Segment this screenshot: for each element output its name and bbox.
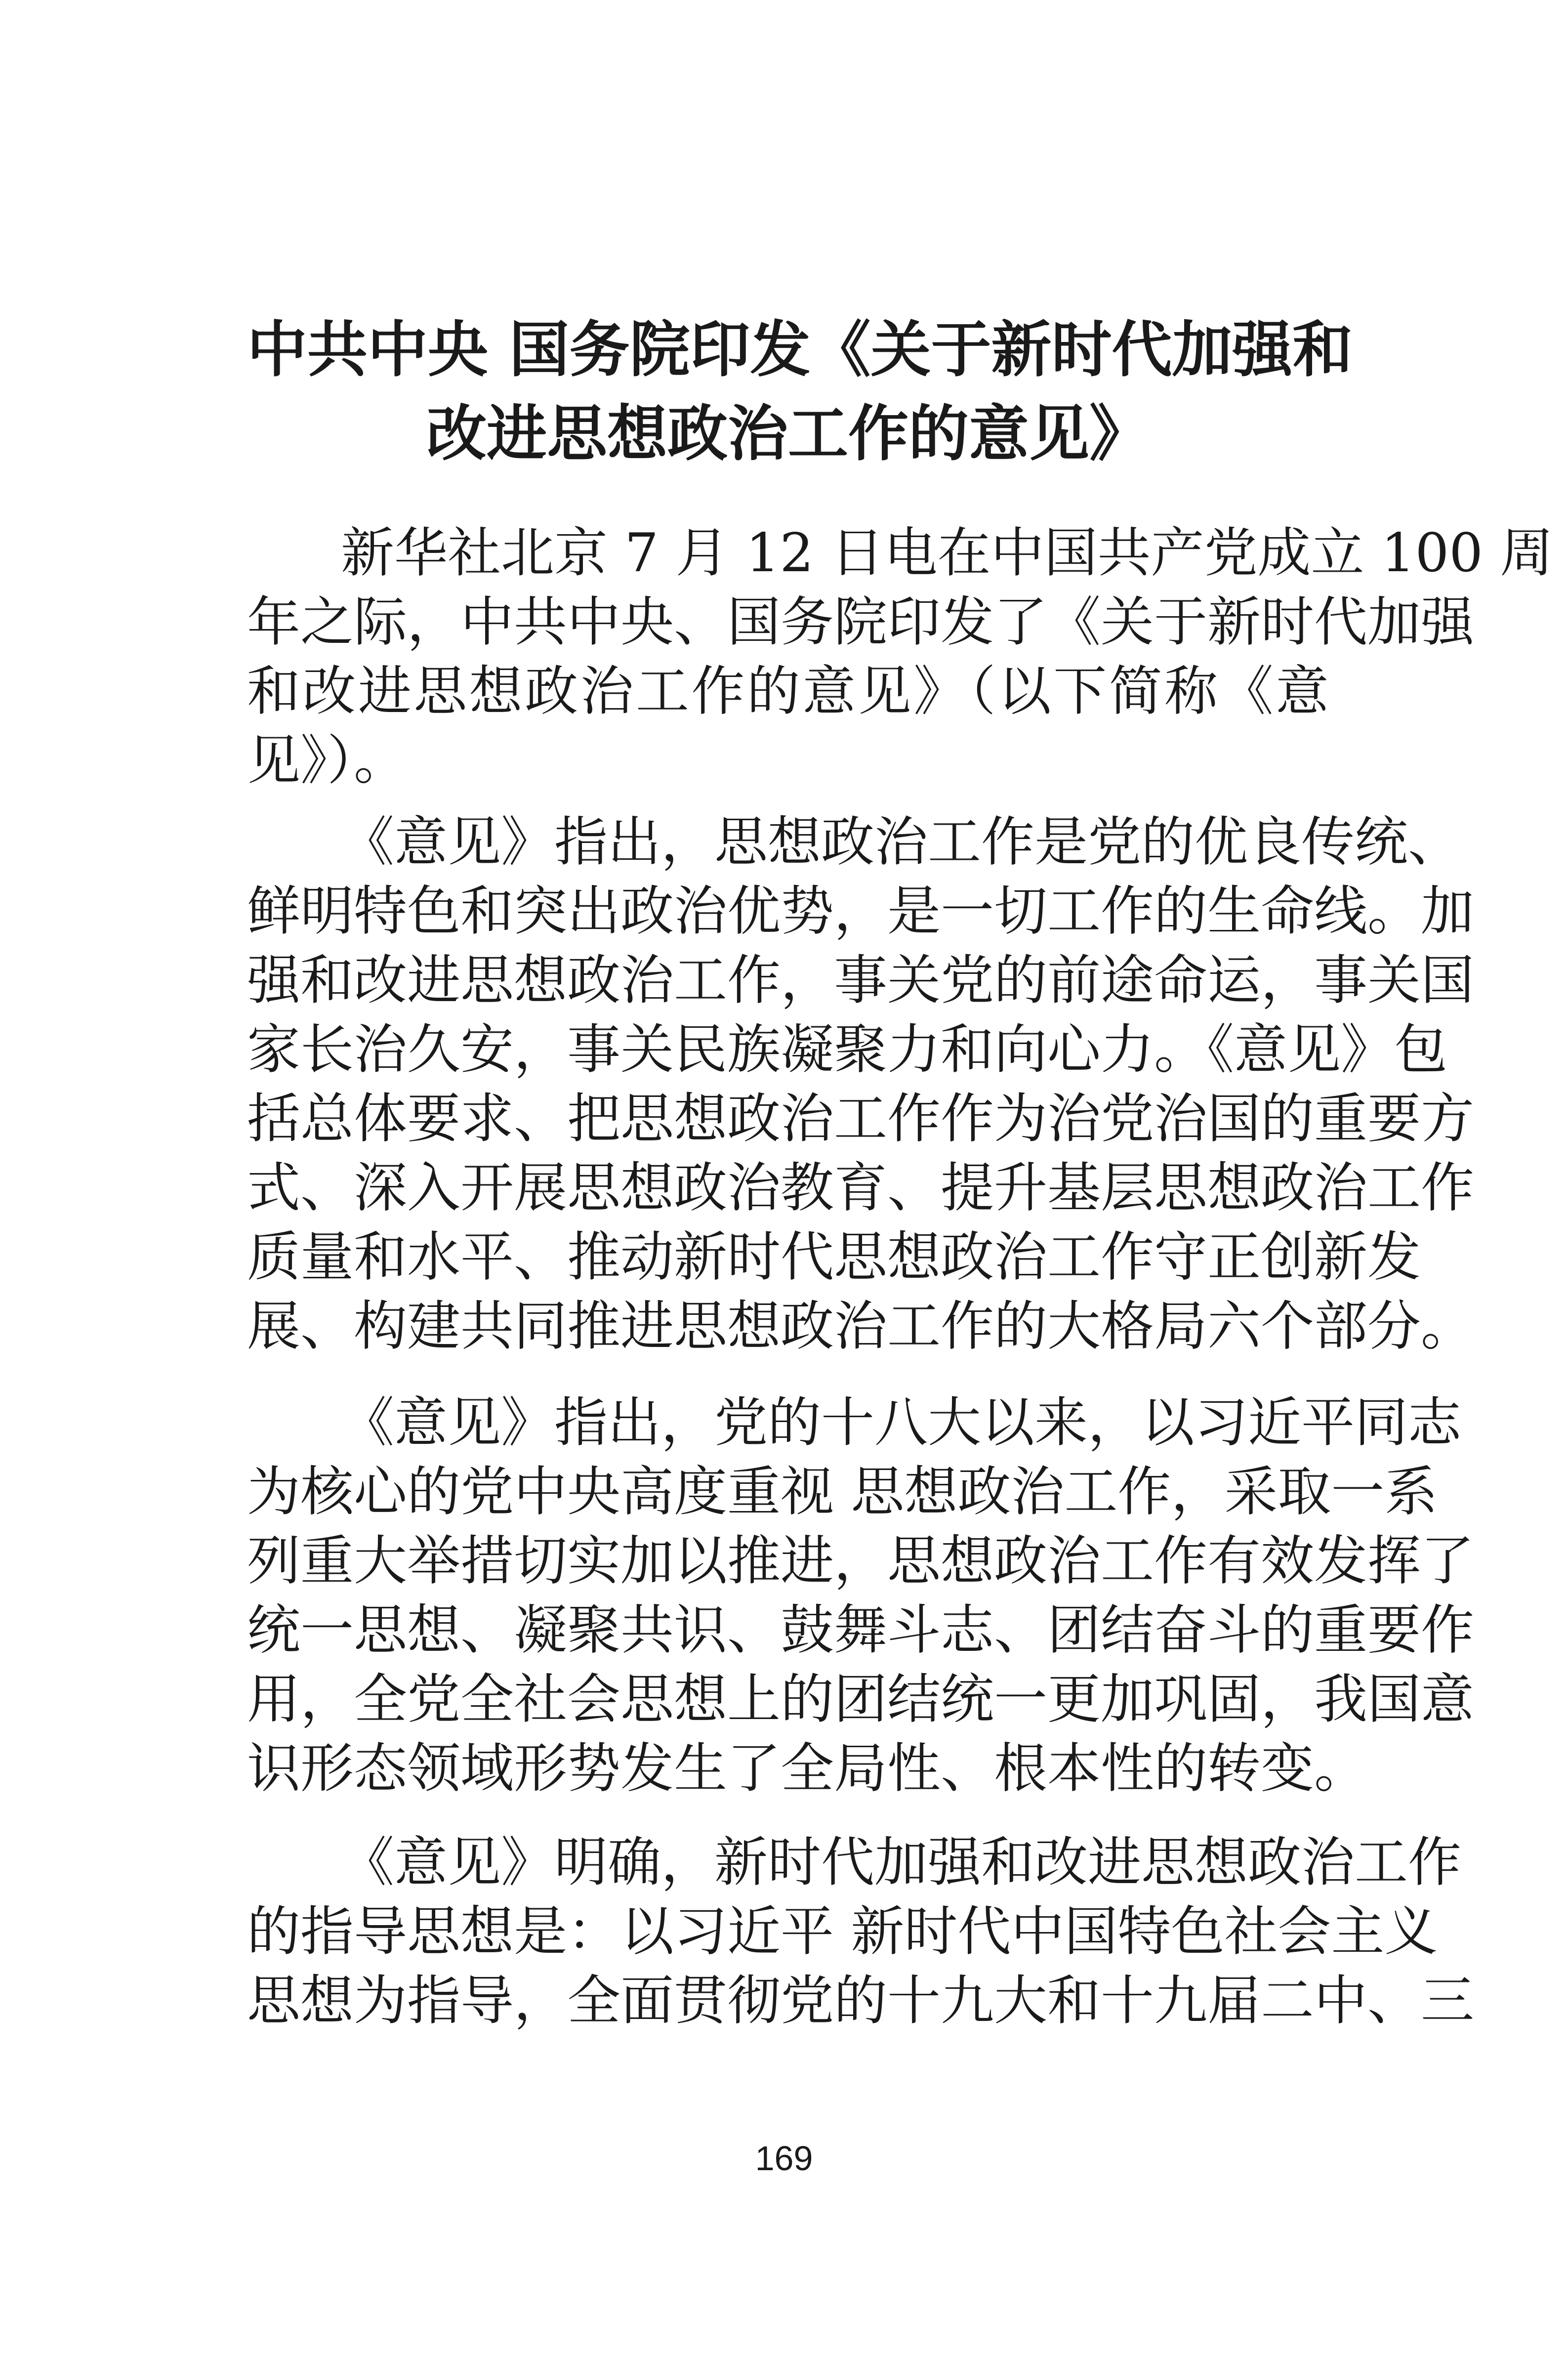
paragraph-2-line-6: 式、深入开展思想政治教育、提升基层思想政治工作: [247, 1157, 1475, 1219]
paragraph-4-line-3: 思想为指导，全面贯彻党的十九大和十九届二中、三: [247, 1970, 1475, 2032]
paragraph-1-line-4: 见》）。: [247, 730, 408, 792]
paragraph-3-line-5: 用，全党全社会思想上的团结统一更加巩固，我国意: [247, 1669, 1475, 1730]
paragraph-2-line-8: 展、构建共同推进思想政治工作的大格局六个部分。: [247, 1296, 1475, 1357]
paragraph-1-line-3: 和改进思想政治工作的意见》（以下简称《意: [247, 661, 1329, 722]
paragraph-2-line-2: 鲜明特色和突出政治优势，是一切工作的生命线。加: [247, 881, 1475, 942]
paragraph-4-line-1: 《意见》明确，新时代加强和改进思想政治工作: [341, 1832, 1462, 1893]
paragraph-2-line-1: 《意见》指出，思想政治工作是党的优良传统、: [341, 811, 1462, 873]
paragraph-3-line-6: 识形态领域形势发生了全局性、根本性的转变。: [247, 1738, 1368, 1800]
paragraph-2-line-4: 家长治久安，事关民族凝聚力和向心力。《意见》包: [247, 1019, 1448, 1081]
document-title-line-1: 中共中央 国务院印发《关于新时代加强和: [247, 314, 1353, 385]
paragraph-1-line-1: 新华社北京 7 月 12 日电在中国共产党成立 100 周: [341, 522, 1554, 584]
paragraph-3-line-2: 为核心的党中央高度重视 思想政治工作，采取一系: [247, 1461, 1438, 1523]
paragraph-3-line-4: 统一思想、凝聚共识、鼓舞斗志、团结奋斗的重要作: [247, 1599, 1475, 1661]
paragraph-2-line-3: 强和改进思想政治工作，事关党的前途命运，事关国: [247, 950, 1475, 1011]
paragraph-1-line-2: 年之际，中共中央、国务院印发了《关于新时代加强: [247, 591, 1475, 653]
paragraph-3-line-3: 列重大举措切实加以推进，思想政治工作有效发挥了: [247, 1530, 1475, 1592]
paragraph-3-line-1: 《意见》指出，党的十八大以来，以习近平同志: [341, 1392, 1462, 1454]
document-title-line-2: 改进思想政治工作的意见》: [426, 398, 1150, 469]
paragraph-2-line-7: 质量和水平、推动新时代思想政治工作守正创新发: [247, 1226, 1421, 1288]
page-number: 169: [755, 2139, 813, 2178]
paragraph-4-line-2: 的指导思想是：以习近平 新时代中国特色社会主义: [247, 1901, 1438, 1963]
paragraph-2-line-5: 括总体要求、把思想政治工作作为治党治国的重要方: [247, 1088, 1475, 1150]
